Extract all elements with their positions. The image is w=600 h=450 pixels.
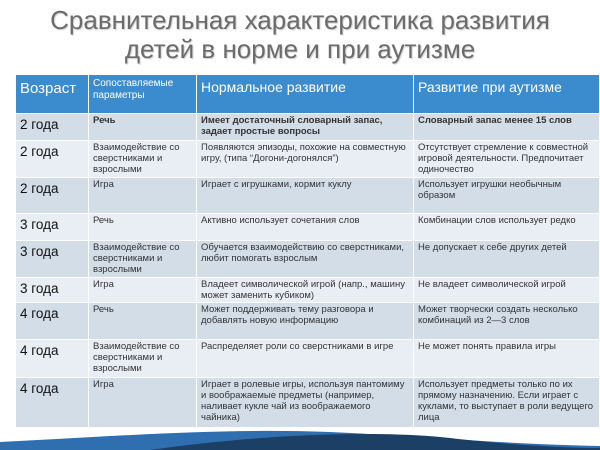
parameter-cell: Игра [89,278,197,303]
autism-development-cell: Может творчески создать несколько комбинаций из 2—3 слов [414,303,600,340]
table-row [16,340,600,378]
page-title [0,6,600,64]
header-age: Возраст [16,75,89,114]
table-row [16,114,600,141]
age-cell: 2 года [16,178,89,214]
autism-development-cell: Не владеет символической игрой [414,278,600,303]
parameter-cell: Взаимодействие со сверстниками и взрослыми [89,241,197,278]
table-row [16,214,600,241]
parameter-cell: Взаимодействие со сверстниками и взрослыми [89,340,197,378]
autism-development-cell: Отсутствует стремление к совместной игровой деятельности. Предпочитает одиночество [414,141,600,178]
parameter-cell: Речь [89,114,197,141]
autism-development-cell: Словарный запас менее 15 слов [414,114,600,141]
normal-development-cell: Играет с игрушками, кормит куклу [197,178,414,214]
autism-development-cell: Не допускает к себе других детей [414,241,600,278]
age-cell: 4 года [16,378,89,428]
table-row [16,178,600,214]
table-row [16,141,600,178]
autism-development-cell: Комбинации слов использует редко [414,214,600,241]
table-row [16,241,600,278]
normal-development-cell: Распределяет роли со сверстниками в игре [197,340,414,378]
normal-development-cell: Активно использует сочетания слов [197,214,414,241]
age-cell: 2 года [16,114,89,141]
page-title-line-2: детей в норме и при аутизме [124,34,476,64]
autism-development-cell: Использует игрушки необычным образом [414,178,600,214]
normal-development-cell: Обучается взаимодействию со сверстниками, любит помогать взрослым [197,241,414,278]
autism-development-cell: Использует предметы только по их прямому назначению. Если играет с куклами, то выступает в роли ведущего лица [414,378,600,428]
table-row [16,278,600,303]
table-row [16,303,600,340]
parameter-cell: Речь [89,303,197,340]
header-parameters: Сопоставляемые параметры [89,75,197,114]
age-cell: 3 года [16,241,89,278]
page-title-line-1: Сравнительная характеристика развития [50,5,550,35]
age-cell: 4 года [16,340,89,378]
parameter-cell: Взаимодействие со сверстниками и взрослыми [89,141,197,178]
age-cell: 2 года [16,141,89,178]
age-cell: 4 года [16,303,89,340]
age-cell: 3 года [16,214,89,241]
autism-development-cell: Не может понять правила игры [414,340,600,378]
parameter-cell: Игра [89,378,197,428]
normal-development-cell: Может поддерживать тему разговора и добавлять новую информацию [197,303,414,340]
parameter-cell: Речь [89,214,197,241]
table-row [16,378,600,428]
header-autism: Развитие при аутизме [414,75,600,114]
age-cell: 3 года [16,278,89,303]
footer-decoration [0,426,600,450]
normal-development-cell: Владеет символической игрой (напр., машину может заменить кубиком) [197,278,414,303]
normal-development-cell: Появляются эпизоды, похожие на совместную игру, (типа “Догони-догонялся”) [197,141,414,178]
table-header-row [16,75,600,114]
normal-development-cell: Имеет достаточный словарный запас, задает простые вопросы [197,114,414,141]
parameter-cell: Игра [89,178,197,214]
header-normal: Нормальное развитие [197,75,414,114]
comparison-table [15,74,600,428]
normal-development-cell: Играет в ролевые игры, используя пантомиму и воображаемые предметы (например, наливает кукле чай из воображаемого чайника) [197,378,414,428]
